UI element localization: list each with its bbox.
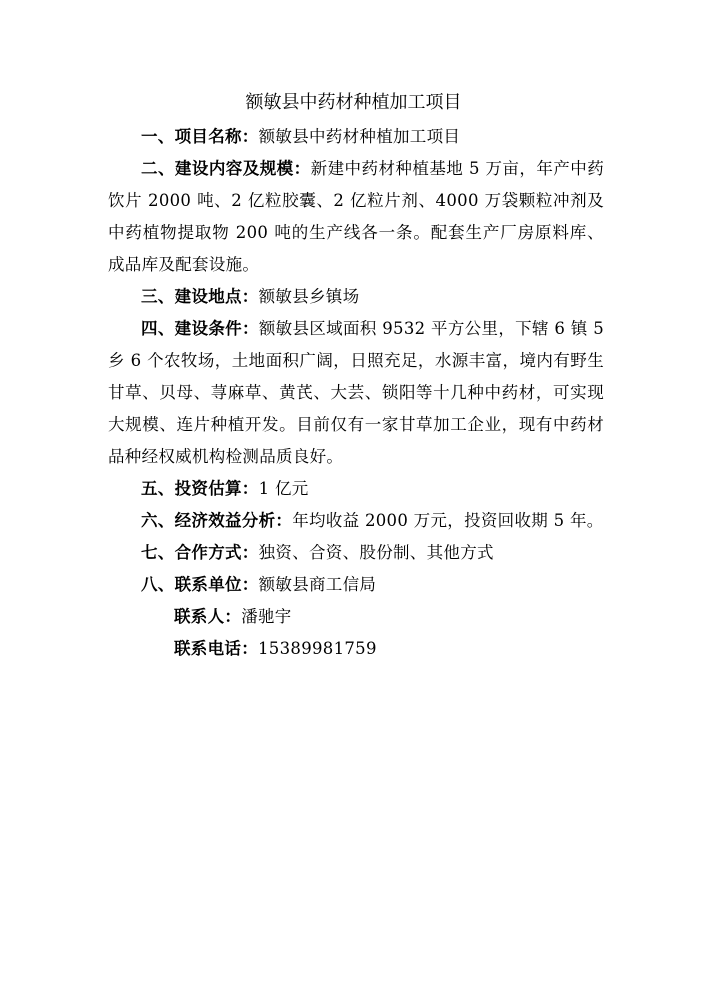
- section-location: [108, 281, 604, 313]
- section-economic-benefit: [108, 505, 604, 537]
- section-text: 年均收益 2000 万元，投资回收期 5 年。: [292, 511, 604, 530]
- document-title: 额敏县中药材种植加工项目: [245, 92, 462, 113]
- section-text: 新建中药材种植基地 5 万亩，年产中药饮片 2000 吨、2 亿粒胶囊、2 亿粒片剂、4000 万袋颗粒冲剂及中药植物提取物 200 吨的生产线各一条。配套生产厂房原料库、成品库及配套设施。: [108, 159, 605, 274]
- section-text: 额敏县区域面积 9532 平方公里，下辖 6 镇 5 乡 6 个农牧场，土地面积广阔，日照充足，水源丰富，境内有野生甘草、贝母、荨麻草、黄芪、大芸、锁阳等十几种中药材，可实现大规模、连片种植开发。目前仅有一家甘草加工企业，现有中药材品种经权威机构检测品质良好。: [108, 319, 604, 466]
- section-label: 二、建设内容及规模：: [141, 159, 311, 178]
- contact-text: 15389981759: [258, 639, 377, 658]
- section-text: 额敏县中药材种植加工项目: [258, 127, 461, 146]
- section-label: 八、联系单位：: [141, 575, 259, 594]
- contact-label: 联系电话：: [174, 639, 258, 658]
- section-text: 额敏县乡镇场: [258, 287, 360, 306]
- section-investment: [108, 473, 604, 505]
- section-construction-scale: [108, 153, 604, 281]
- section-conditions: [108, 313, 604, 473]
- section-label: 七、合作方式：: [141, 543, 259, 562]
- section-cooperation: [108, 537, 604, 569]
- section-text: 独资、合资、股份制、其他方式: [258, 543, 494, 562]
- section-text: 额敏县商工信局: [258, 575, 377, 594]
- section-label: 六、经济效益分析：: [141, 511, 293, 530]
- section-label: 五、投资估算：: [141, 479, 259, 498]
- section-label: 三、建设地点：: [141, 287, 259, 306]
- contact-label: 联系人：: [174, 607, 242, 626]
- contact-phone: [108, 633, 604, 665]
- section-label: 四、建设条件：: [141, 319, 259, 338]
- section-project-name: [108, 121, 604, 153]
- document-body: [108, 121, 604, 665]
- section-contact-unit: [108, 569, 604, 601]
- section-text: 1 亿元: [258, 479, 309, 498]
- contact-text: 潘驰宇: [241, 607, 292, 626]
- section-label: 一、项目名称：: [141, 127, 259, 146]
- contact-person: [108, 601, 604, 633]
